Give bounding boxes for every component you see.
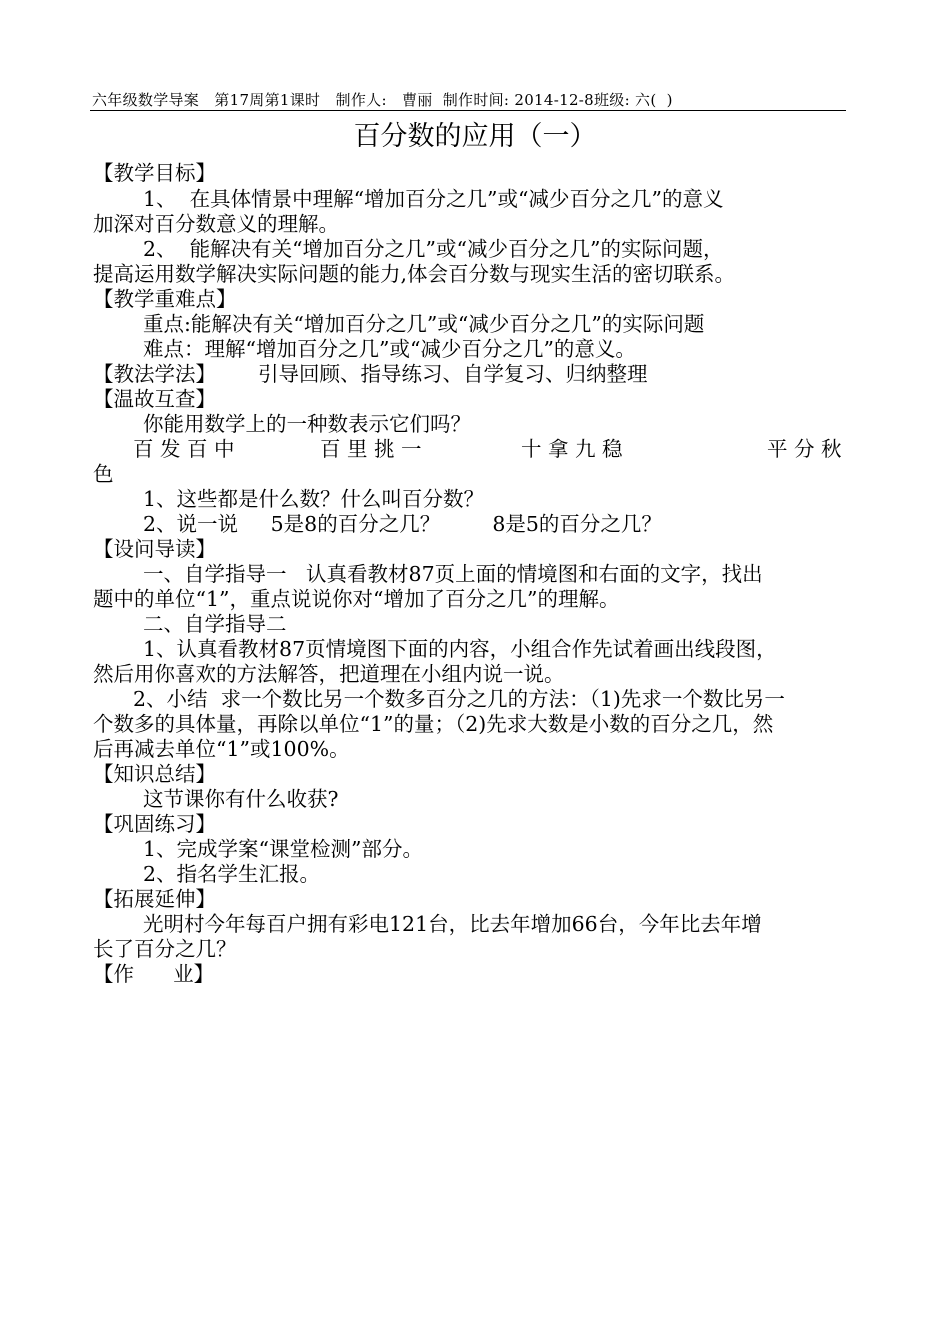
idiom-item: 百 里 挑 一 [320,437,422,461]
section-heading-goals: 【教学目标】 [93,161,216,185]
summary-line: 这节课你有什么收获? [143,787,339,811]
idiom-tail: 色 [93,462,114,486]
idiom-item: 百 发 百 中 [133,437,235,461]
guided-line: 个数多的具体量，再除以单位“1”的量；（2)先求大数是小数的百分之几，然 [93,712,774,736]
guided-line: 1、认真看教材87页情境图下面的内容，小组合作先试着画出线段图， [143,637,777,661]
section-heading-extension: 【拓展延伸】 [93,887,216,911]
extension-line: 光明村今年每百户拥有彩电121台，比去年增加66台，今年比去年增 [143,912,762,936]
guided-line: 一、自学指导一 认真看教材87页上面的情境图和右面的文字，找出 [143,562,763,586]
review-line: 1、这些都是什么数？什么叫百分数？ [143,487,485,511]
review-line: 2、说一说 5是8的百分之几？ 8是5的百分之几？ [143,512,662,536]
section-heading-key-points: 【教学重难点】 [93,287,237,311]
goal-line: 2、 能解决有关“增加百分之几”或“减少百分之几”的实际问题， [143,237,724,261]
guided-line: 题中的单位“1”，重点说说你对“增加了百分之几”的理解。 [93,587,620,611]
section-heading-practice: 【巩固练习】 [93,812,216,836]
key-point-line: 难点：理解“增加百分之几”或“减少百分之几”的意义。 [143,337,636,361]
guided-line: 二、自学指导二 [143,612,287,636]
extension-line: 长了百分之几？ [93,937,237,961]
practice-line: 1、完成学案“课堂检测”部分。 [143,837,424,861]
guided-line: 然后用你喜欢的方法解答，把道理在小组内说一说。 [93,662,565,686]
section-heading-homework: 【作 业】 [93,962,215,986]
section-heading-review: 【温故互查】 [93,387,216,411]
goal-line: 1、 在具体情景中理解“增加百分之几”或“减少百分之几”的意义 [143,187,724,211]
section-heading-summary: 【知识总结】 [93,762,216,786]
methods-text: 引导回顾、指导练习、自学复习、归纳整理 [258,362,648,386]
section-heading-methods: 【教法学法】 [93,362,216,386]
idiom-item: 平 分 秋 [767,437,842,461]
goal-line: 提高运用数学解决实际问题的能力,体会百分数与现实生活的密切联系。 [93,262,736,286]
page-header: 六年级数学导案 第17周第1课时 制作人: 曹丽 制作时间: 2014-12-8班级: 六( ) [92,91,673,109]
goal-line: 加深对百分数意义的理解。 [93,212,339,236]
guided-line: 2、小结 求一个数比另一个数多百分之几的方法：（1)先求一个数比另一 [133,687,785,711]
header-rule [90,110,846,111]
review-question: 你能用数学上的一种数表示它们吗？ [143,412,471,436]
page-title: 百分数的应用（一） [353,121,597,152]
practice-line: 2、指名学生汇报。 [143,862,321,886]
section-heading-guided: 【设问导读】 [93,537,216,561]
guided-line: 后再减去单位“1”或100%。 [93,737,350,761]
key-point-line: 重点:能解决有关“增加百分之几”或“减少百分之几”的实际问题 [143,312,705,336]
idiom-item: 十 拿 九 稳 [521,437,623,461]
